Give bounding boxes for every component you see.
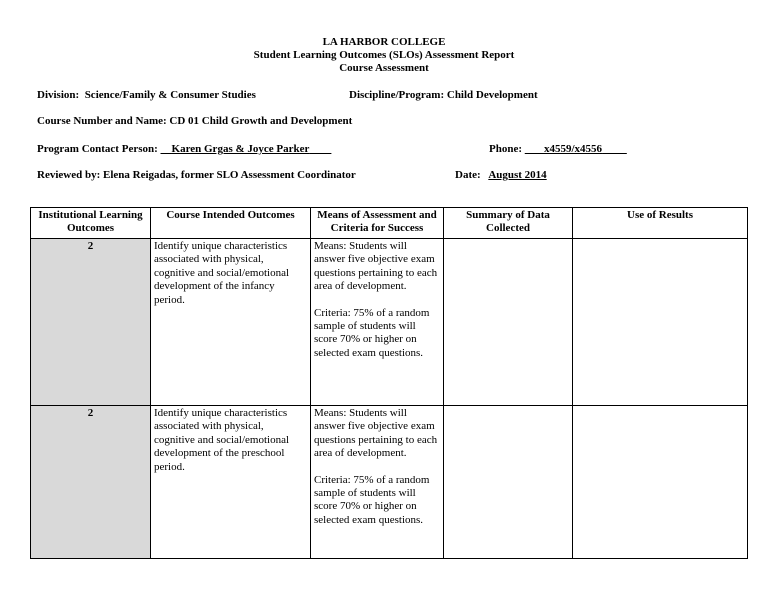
header-use-of-results: Use of Results — [573, 208, 748, 239]
criteria-text: Criteria: 75% of a random sample of students will score 70% or higher on selected exam questions. — [314, 306, 430, 359]
course-value: CD 01 Child Growth and Development — [169, 115, 353, 127]
report-title: Student Learning Outcomes (SLOs) Assessment Report — [253, 49, 515, 61]
phone-value: x4559/x4556 — [544, 143, 603, 155]
course-line — [37, 115, 352, 128]
ilo-cell: 2 — [31, 239, 151, 406]
table-header-row — [31, 208, 748, 239]
division-value: Science/Family & Consumer Studies — [84, 89, 256, 101]
discipline-value: Child Development — [446, 89, 538, 101]
contact-value: Karen Grgas & Joyce Parker — [171, 143, 310, 155]
discipline-line — [349, 89, 538, 102]
means-text: Means: Students will answer five objective exam questions pertaining to each area of development. — [314, 407, 438, 460]
means-cell — [311, 406, 444, 559]
header-ilo: Institutional Learning Outcomes — [31, 208, 151, 239]
means-cell — [311, 239, 444, 406]
date-line — [455, 169, 547, 182]
table-row — [31, 239, 748, 406]
reviewed-line — [37, 169, 356, 182]
summary-cell — [444, 406, 573, 559]
outcome-cell: Identify unique characteristics associated with physical, cognitive and social/emotional development of the infancy period. — [151, 239, 311, 406]
report-subtitle: Course Assessment — [339, 62, 429, 74]
division-label: Division: — [37, 89, 80, 101]
summary-cell — [444, 239, 573, 406]
contact-line — [37, 143, 331, 156]
outcome-cell: Identify unique characteristics associated with physical, cognitive and social/emotional development of the preschool period. — [151, 406, 311, 559]
reviewed-value: Elena Reigadas, former SLO Assessment Coordinator — [103, 169, 356, 181]
use-of-results-cell — [573, 239, 748, 406]
use-of-results-cell — [573, 406, 748, 559]
phone-line — [489, 143, 627, 156]
header-course-outcomes: Course Intended Outcomes — [151, 208, 311, 239]
discipline-label: Discipline/Program: — [349, 89, 445, 101]
header-means-of-assessment: Means of Assessment and Criteria for Success — [311, 208, 444, 239]
division-line — [37, 89, 256, 102]
course-label: Course Number and Name: — [37, 115, 167, 127]
criteria-text: Criteria: 75% of a random sample of students will score 70% or higher on selected exam questions. — [314, 473, 430, 526]
slo-assessment-table — [30, 207, 748, 559]
date-value: August 2014 — [488, 169, 547, 181]
table-row — [31, 406, 748, 559]
ilo-cell: 2 — [31, 406, 151, 559]
date-label: Date: — [455, 169, 481, 181]
college-name: LA HARBOR COLLEGE — [322, 36, 446, 48]
means-text: Means: Students will answer five objective exam questions pertaining to each area of development. — [314, 240, 438, 293]
reviewed-label: Reviewed by: — [37, 169, 101, 181]
phone-label: Phone: — [489, 143, 522, 155]
contact-label: Program Contact Person: — [37, 143, 158, 155]
header-summary-of-data: Summary of Data Collected — [444, 208, 573, 239]
